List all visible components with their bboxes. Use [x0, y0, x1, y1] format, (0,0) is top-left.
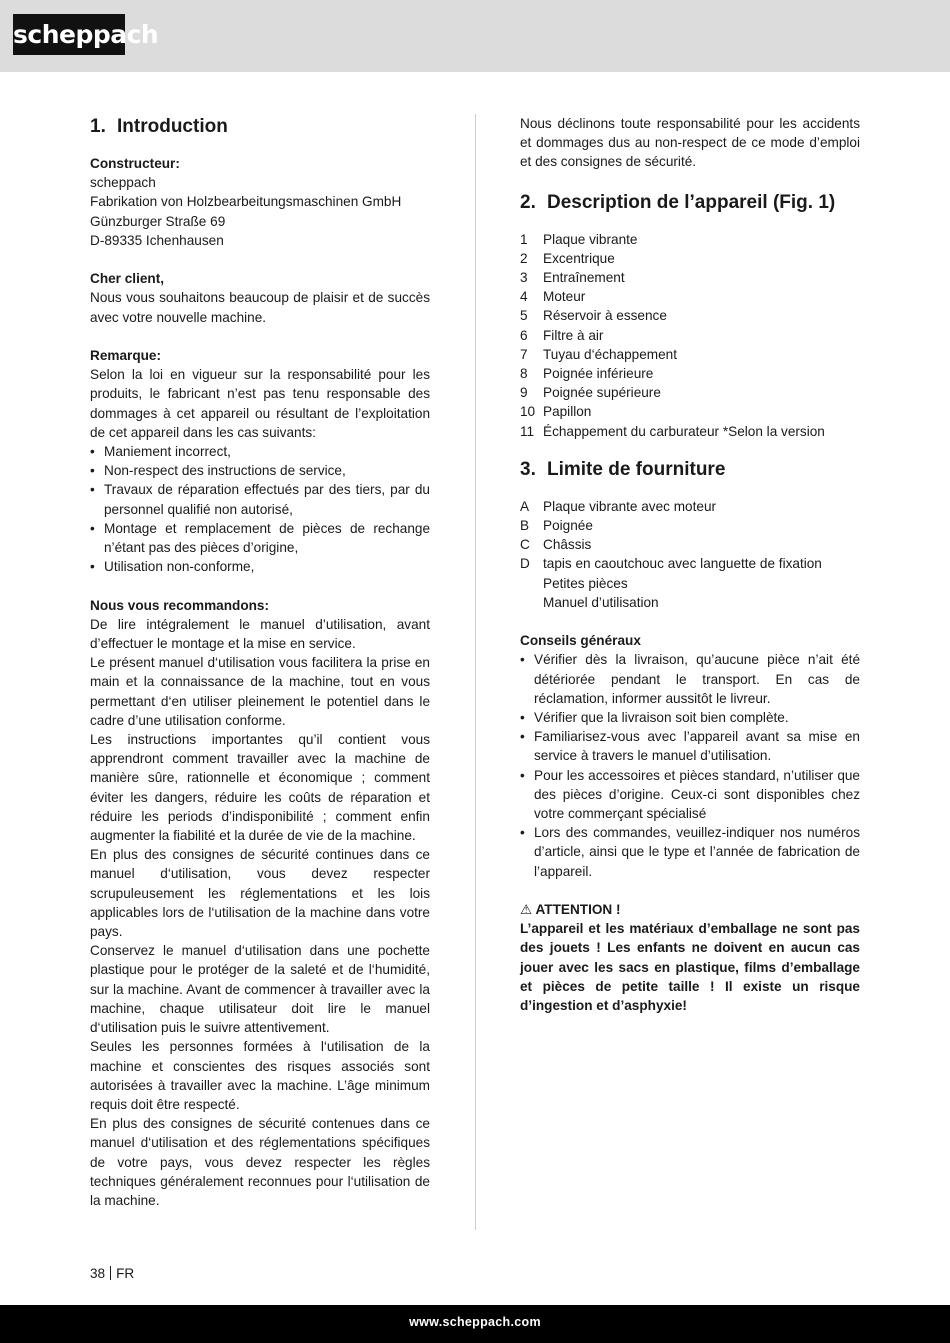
list-item: [520, 364, 860, 383]
item-text: Châssis: [543, 537, 592, 553]
website-url: www.scheppach.com: [409, 1315, 541, 1329]
item-number: 1: [520, 231, 528, 247]
item-text: Échappement du carburateur *Selon la version: [543, 423, 825, 439]
item-number: 3: [520, 270, 528, 286]
list-item: [520, 306, 860, 325]
list-item: [520, 383, 860, 402]
list-item: [520, 249, 860, 268]
item-number: 4: [520, 289, 528, 305]
list-item: • Maniement incorrect,: [90, 442, 430, 461]
item-number: 8: [520, 366, 528, 382]
item-text: Manuel d’utilisation: [543, 594, 659, 610]
section-1-heading: [90, 114, 430, 140]
list-item: • Familiarisez-vous avec l’appareil avant sa mise en service à travers le manuel d’utilisation.: [520, 727, 860, 765]
section-3-number: 3.: [520, 458, 536, 480]
paragraph: En plus des consignes de sécurité continues dans ce manuel d‘utilisation, vous devez respecter scrupuleusement les réglementations et les lois applicables lors de l‘utilisation de la machine dans votre pays.: [90, 847, 430, 940]
address-line: Fabrikation von Holzbearbeitungsmaschinen GmbH: [90, 194, 402, 210]
attention-heading: [520, 900, 860, 919]
scheppach-logo: scheppach: [13, 14, 125, 55]
list-item: [520, 516, 860, 535]
column-divider: [475, 114, 476, 1230]
list-item: • Lors des commandes, veuillez-indiquer nos numéros d’article, ainsi que le type et l’année de fabrication de l’appareil.: [520, 823, 860, 881]
constructeur-label: Constructeur:: [90, 156, 180, 171]
section-3-title: Limite de fourniture: [547, 458, 726, 480]
item-text: Entraînement: [543, 270, 625, 286]
attention-label: ATTENTION !: [535, 902, 621, 918]
item-letter: [520, 574, 543, 593]
warning-triangle-icon: ⚠: [520, 902, 533, 918]
section-2-number: 2.: [520, 191, 536, 213]
item-number: 7: [520, 346, 528, 362]
header-band: [0, 0, 950, 72]
paragraph: Les instructions importantes qu’il contient vous apprendront comment travailler avec la machine de manière sûre, rationnelle et économique ; comment éviter les dangers, réduire les coûts de réparation et réduire les periods d’indisponibilité ; comment enfin augmenter la fiabilité et la durée de vie de la machine.: [90, 732, 430, 844]
list-item: [520, 230, 860, 249]
paragraph: Seules les personnes formées à l‘utilisation de la machine et conscientes des risques associés sont autorisées à travailler avec la machine. L’âge minimum requis doit être respecté.: [90, 1039, 430, 1112]
paragraph: Conservez le manuel d‘utilisation dans une pochette plastique pour le protéger de la saleté et de l‘humidité, sur la machine. Avant de commencer à travailler avec la machine, chaque utilisateur doit lire le manuel d‘utilisation puis le suivre attentivement.: [90, 943, 430, 1036]
list-item: • Travaux de réparation effectués par des tiers, par du personnel qualifié non autorisé,: [90, 480, 430, 518]
separator: [110, 1266, 111, 1280]
recommandons-label: Nous vous recommandons:: [90, 597, 270, 613]
item-number: 10: [520, 404, 536, 420]
item-text: Poignée inférieure: [543, 366, 654, 382]
left-column: [90, 114, 430, 1210]
item-text: Moteur: [543, 289, 586, 305]
item-number: 6: [520, 327, 528, 343]
language-code: FR: [116, 1266, 135, 1281]
section-3-heading: [520, 457, 860, 483]
item-text: Filtre à air: [543, 327, 604, 343]
item-text: Plaque vibrante avec moteur: [543, 498, 717, 514]
item-text: Poignée: [543, 518, 593, 534]
remarque-label: Remarque:: [90, 348, 162, 363]
right-column: [520, 114, 860, 1015]
paragraph: Le présent manuel d‘utilisation vous facilitera la prise en main et la connaissance de la machine, tout en vous permettant d‘en utiliser pleinement le potentiel dans le cadre d’une utilisation conforme.: [90, 655, 430, 728]
list-item: • Non-respect des instructions de service,: [90, 461, 430, 480]
item-letter: [520, 593, 543, 612]
item-text: Papillon: [543, 404, 592, 420]
supply-list: [520, 497, 860, 612]
section-1-number: 1.: [90, 116, 106, 137]
item-text: Excentrique: [543, 250, 615, 266]
list-item: [520, 554, 860, 573]
list-item: [520, 422, 860, 441]
cher-client-label: Cher client,: [90, 271, 165, 287]
parts-list: [520, 230, 860, 441]
item-text: Petites pièces: [543, 575, 628, 591]
list-item: • Montage et remplacement de pièces de rechange n’étant pas des pièces d’origine,: [90, 519, 430, 557]
item-text: Poignée supérieure: [543, 385, 661, 401]
item-number: 5: [520, 308, 528, 324]
footer-band: [0, 1305, 950, 1343]
list-item: [520, 535, 860, 554]
attention-text: L’appareil et les matériaux d’emballage ne sont pas des jouets ! Les enfants ne doivent en aucun cas jouer avec les sacs en plastique, films d’emballage et pièces de petite taille ! Il existe un risque d’ingestion et d’asphyxie!: [520, 921, 860, 1014]
list-item: [520, 268, 860, 287]
item-letter: A: [520, 498, 530, 514]
address-line: Günzburger Straße 69: [90, 213, 226, 229]
paragraph: En plus des consignes de sécurité contenues dans ce manuel d‘utilisation et des réglementations spécifiques de votre pays, vous devez respecter les règles techniques généralement reconnues pour l‘utilisation de la machine.: [90, 1116, 430, 1208]
list-item: • Vérifier dès la livraison, qu’aucune pièce n’ait été détériorée pendant le transport. En cas de réclamation, informer aussitôt le livreur.: [520, 650, 860, 708]
address-line: D-89335 Ichenhausen: [90, 232, 224, 248]
item-number: 9: [520, 385, 528, 401]
page-footer-info: [90, 1264, 134, 1283]
list-item: • Pour les accessoires et pièces standard, n’utiliser que des pièces d’origine. Ceux-ci sont disponibles chez votre commerçant spécialisé: [520, 766, 860, 824]
remarque-bullet-list: [90, 442, 430, 576]
list-item: [520, 402, 860, 421]
item-text: Réservoir à essence: [543, 308, 667, 324]
section-2-title: Description de l’appareil (Fig. 1): [547, 191, 836, 213]
cher-client-text: Nous vous souhaitons beaucoup de plaisir et de succès avec votre nouvelle machine.: [90, 290, 430, 325]
item-text: tapis en caoutchouc avec languette de fixation: [543, 556, 822, 572]
item-letter: B: [520, 518, 530, 534]
list-item: • Utilisation non-conforme,: [90, 557, 430, 576]
list-item: [520, 574, 860, 593]
list-item: • Vérifier que la livraison soit bien complète.: [520, 708, 860, 727]
page-number: 38: [90, 1266, 106, 1281]
manufacturer-address: [90, 173, 430, 250]
item-number: 2: [520, 250, 528, 266]
conseils-label: Conseils généraux: [520, 633, 641, 649]
section-2-heading: [520, 190, 860, 216]
intro-disclaimer: Nous déclinons toute responsabilité pour les accidents et dommages dus au non-respect de ce mode d’emploi et des consignes de sécurité.: [520, 116, 860, 170]
list-item: [520, 593, 860, 612]
list-item: [520, 497, 860, 516]
address-line: scheppach: [90, 175, 156, 191]
section-1-title: Introduction: [117, 116, 228, 137]
list-item: [520, 345, 860, 364]
item-letter: C: [520, 537, 530, 553]
item-text: Tuyau d‘échappement: [543, 346, 678, 362]
conseils-bullet-list: [520, 650, 860, 880]
item-text: Plaque vibrante: [543, 231, 638, 247]
paragraph: De lire intégralement le manuel d’utilisation, avant d’effectuer le montage et la mise en service.: [90, 616, 430, 652]
item-number: 11: [520, 423, 535, 439]
list-item: [520, 287, 860, 306]
list-item: [520, 326, 860, 345]
remarque-text: Selon la loi en vigueur sur la responsabilité pour les produits, le fabricant n’est pas tenu responsable des dommages à cet appareil ou résultant de l’exploitation de cet appareil dans les cas suivants:: [90, 367, 430, 440]
item-letter: D: [520, 556, 530, 572]
